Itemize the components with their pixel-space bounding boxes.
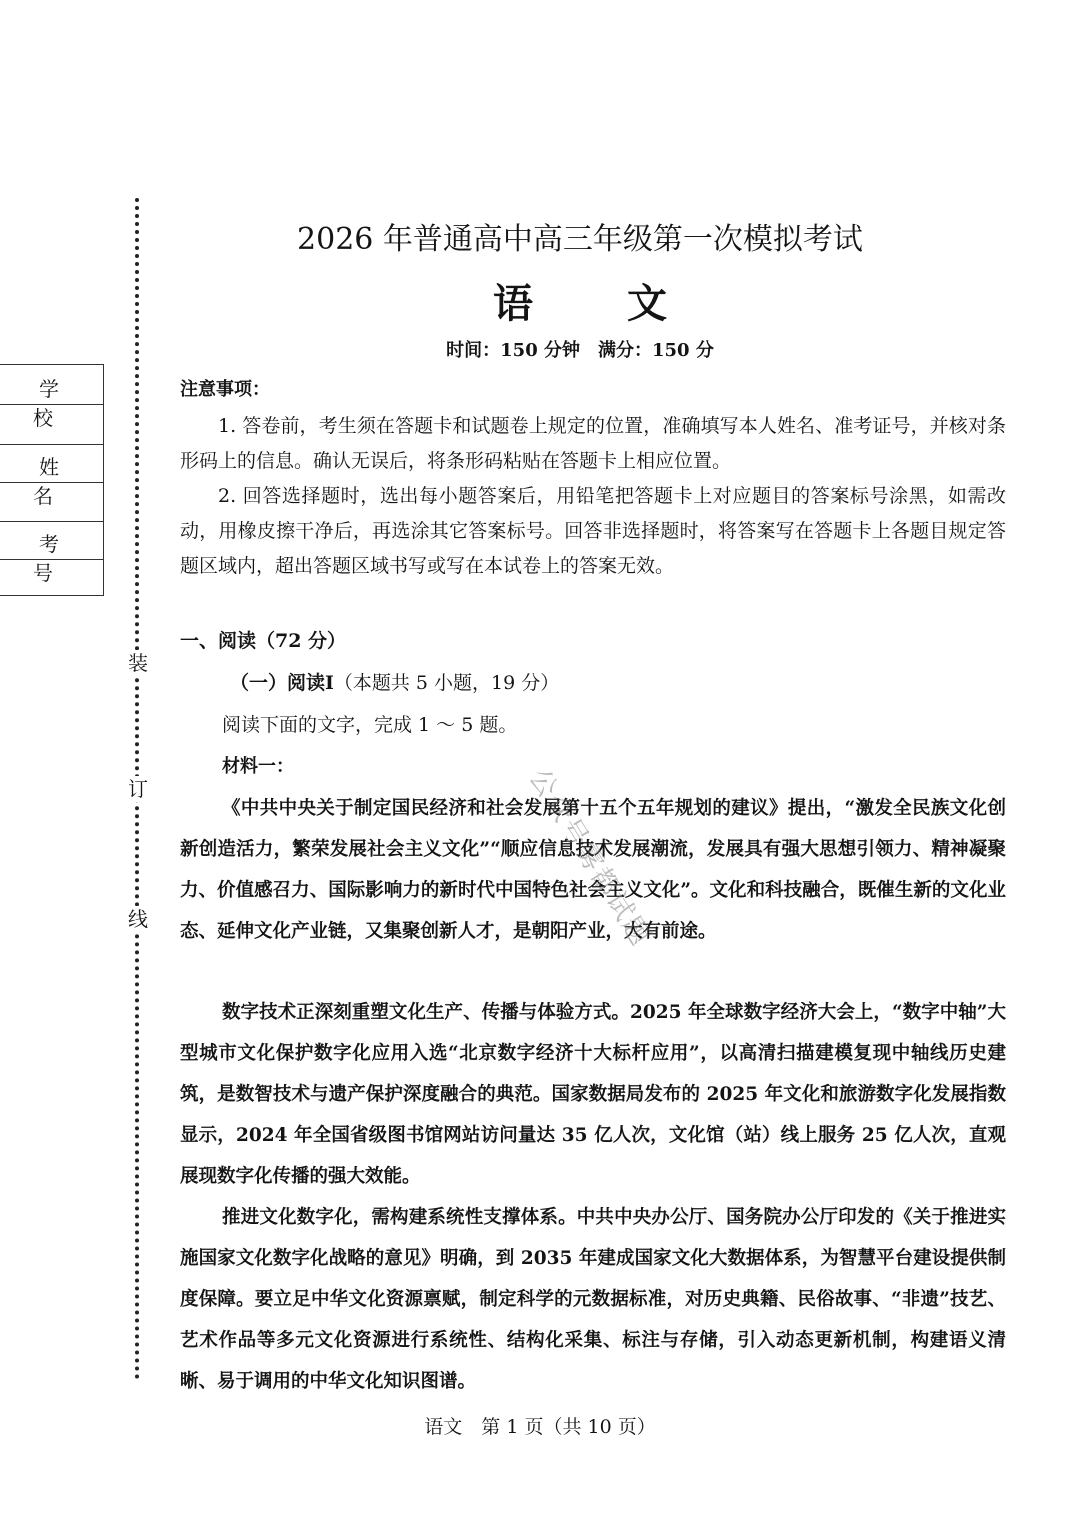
student-info-box <box>0 364 104 596</box>
subsection-heading <box>230 668 559 695</box>
notice-item-1: 1. 答卷前，考生须在答题卡和试题卷上规定的位置，准确填写本人姓名、准考证号，并核对条形码上的信息。确认无误后，将条形码粘贴在答题卡上相应位置。 <box>180 415 1006 472</box>
reading-instruction: 阅读下面的文字，完成 1 ～ 5 题。 <box>222 714 518 736</box>
watermark: 公众号雾都试题 <box>522 763 657 953</box>
name-field[interactable] <box>0 482 104 483</box>
info-divider <box>0 444 104 445</box>
material-paragraph-1: 《中共中央关于制定国民经济和社会发展第十五个五年规划的建议》提出，“激发全民族文化创新创造活力，繁荣发展社会主义文化”“顺应信息技术发展潮流，发展具有强大思想引领力、精神凝聚力、价值感召力、国际影响力的新时代中国特色社会主义文化”。文化和科技融合，既催生新的文化业态、延伸文化产业链，又集聚创新人才，是朝阳产业，大有前途。 <box>180 798 1006 942</box>
notice-item-2: 2. 回答选择题时，选出每小题答案后，用铅笔把答题卡上对应题目的答案标号涂黑，如需改动，用橡皮擦干净后，再选涂其它答案标号。回答非选择题时，将答案写在答题卡上各题目规定答题区域内，超出答题区域书写或写在本试卷上的答案无效。 <box>180 485 1006 577</box>
binding-char-zhuang: 装 <box>124 650 152 676</box>
school-field[interactable] <box>0 404 104 405</box>
exam-number-label: 考 号 <box>33 532 73 585</box>
material-label: 材料一： <box>222 756 294 777</box>
info-divider <box>0 521 104 522</box>
exam-title: 2026 年普通高中高三年级第一次模拟考试 <box>297 222 863 257</box>
page-footer: 语文 第 1 页（共 10 页） <box>424 1416 656 1438</box>
section-heading: 一、阅读（72 分） <box>180 630 347 652</box>
subsection-title: （一）阅读Ⅰ <box>230 672 334 694</box>
name-label: 姓 名 <box>33 455 73 508</box>
material-paragraph-3: 推进文化数字化，需构建系统性支撑体系。中共中央办公厅、国务院办公厅印发的《关于推进实施国家文化数字化战略的意见》明确，到 2035 年建成国家文化大数据体系，为智慧平台建设提供制度保障。要立足中华文化资源禀赋，制定科学的元数据标准，对历史典籍、民俗故事、“非遗”技艺、艺术作品等多元文化资源进行系统性、结构化采集、标注与存储，引入动态更新机制，构建语义清晰、易于调用的中华文化知识图谱。 <box>180 1207 1006 1392</box>
binding-char-ding: 订 <box>124 776 152 802</box>
subsection-note: （本题共 5 小题，19 分） <box>333 672 560 694</box>
school-label: 学 校 <box>33 377 73 430</box>
binding-char-xian: 线 <box>124 906 152 932</box>
notice-heading: 注意事项： <box>180 379 270 400</box>
subject-title: 语 文 <box>493 280 707 327</box>
material-paragraph-2: 数字技术正深刻重塑文化生产、传播与体验方式。2025 年全球数字经济大会上，“数字中轴”大型城市文化保护数字化应用入选“北京数字经济十大标杆应用”，以高清扫描建模复现中轴线历史建筑，是数智技术与遗产保护深度融合的典范。国家数据局发布的 2025 年文化和旅游数字化发展指数显示，2024 年全国省级图书馆网站访问量达 35 亿人次，文化馆（站）线上服务 25 亿人次，直观展现数字化传播的强大效能。 <box>180 1002 1006 1187</box>
exam-time-score: 时间：150 分钟 满分：150 分 <box>446 340 714 361</box>
exam-number-field[interactable] <box>0 559 104 560</box>
